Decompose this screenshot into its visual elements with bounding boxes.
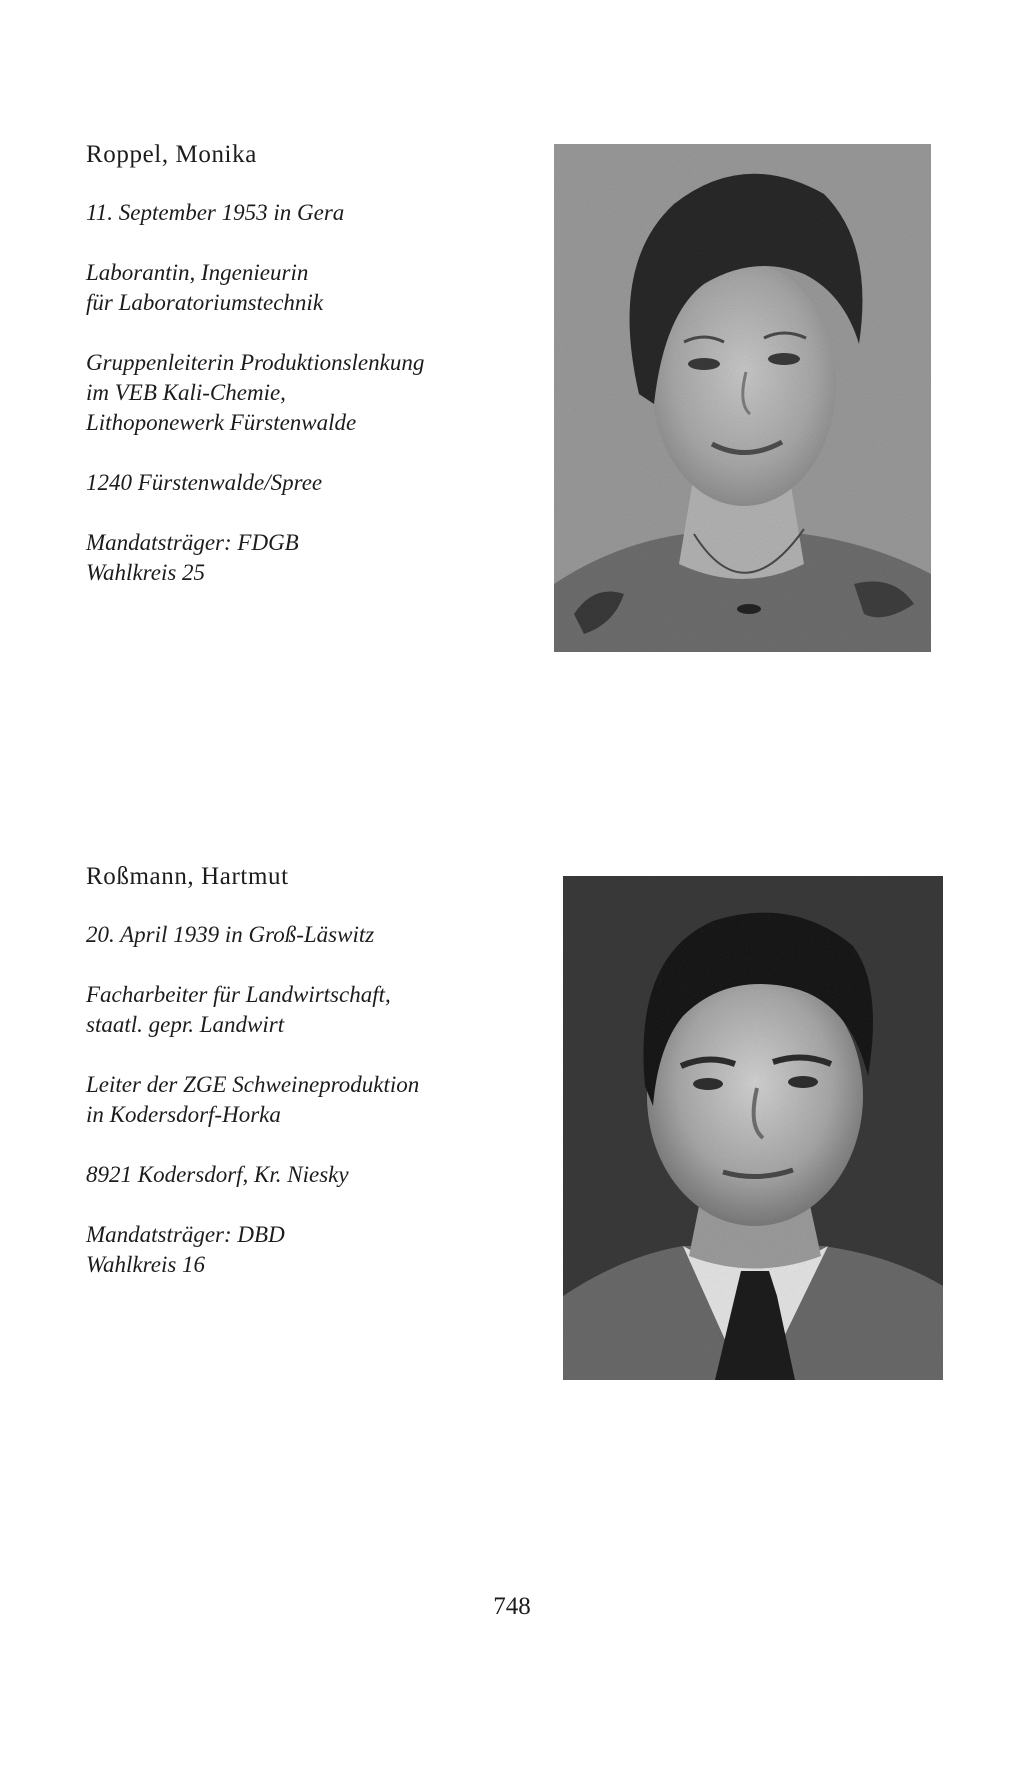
portrait-photo-rossmann	[563, 876, 943, 1380]
position-line: in Kodersdorf-Horka	[86, 1102, 281, 1127]
mandate-line: Mandatsträger: DBD	[86, 1222, 285, 1247]
address-info	[86, 468, 556, 498]
profession-line: staatl. gepr. Landwirt	[86, 1012, 285, 1037]
position-info	[86, 348, 556, 438]
profession-info	[86, 980, 556, 1040]
birth-line: 11. September 1953 in Gera	[86, 200, 345, 225]
position-line: Lithoponewerk Fürstenwalde	[86, 410, 357, 435]
position-line: Leiter der ZGE Schweineproduktion	[86, 1072, 420, 1097]
birth-info	[86, 920, 556, 950]
mandate-info	[86, 528, 556, 588]
position-info	[86, 1070, 556, 1130]
profession-line: Laborantin, Ingenieurin	[86, 260, 309, 285]
profession-info	[86, 258, 556, 318]
entry-rossmann-hartmut	[86, 862, 556, 1310]
address-info	[86, 1160, 556, 1190]
entry-name: Roßmann, Hartmut	[86, 863, 289, 890]
constituency-line: Wahlkreis 25	[86, 560, 206, 585]
profession-line: Facharbeiter für Landwirtschaft,	[86, 982, 391, 1007]
address-line: 1240 Fürstenwalde/Spree	[86, 470, 323, 495]
mandate-info	[86, 1220, 556, 1280]
position-line: im VEB Kali-Chemie,	[86, 380, 286, 405]
mandate-line: Mandatsträger: FDGB	[86, 530, 299, 555]
birth-info	[86, 198, 556, 228]
entry-roppel-monika	[86, 140, 556, 618]
birth-line: 20. April 1939 in Groß-Läswitz	[86, 922, 375, 947]
constituency-line: Wahlkreis 16	[86, 1252, 206, 1277]
profession-line: für Laboratoriumstechnik	[86, 290, 324, 315]
portrait-photo-roppel	[554, 144, 931, 652]
position-line: Gruppenleiterin Produktionslenkung	[86, 350, 425, 375]
entry-name: Roppel, Monika	[86, 141, 257, 168]
portrait-man-icon	[563, 876, 943, 1380]
portrait-woman-icon	[554, 144, 931, 652]
page-number: 748	[493, 1593, 531, 1620]
address-line: 8921 Kodersdorf, Kr. Niesky	[86, 1162, 349, 1187]
